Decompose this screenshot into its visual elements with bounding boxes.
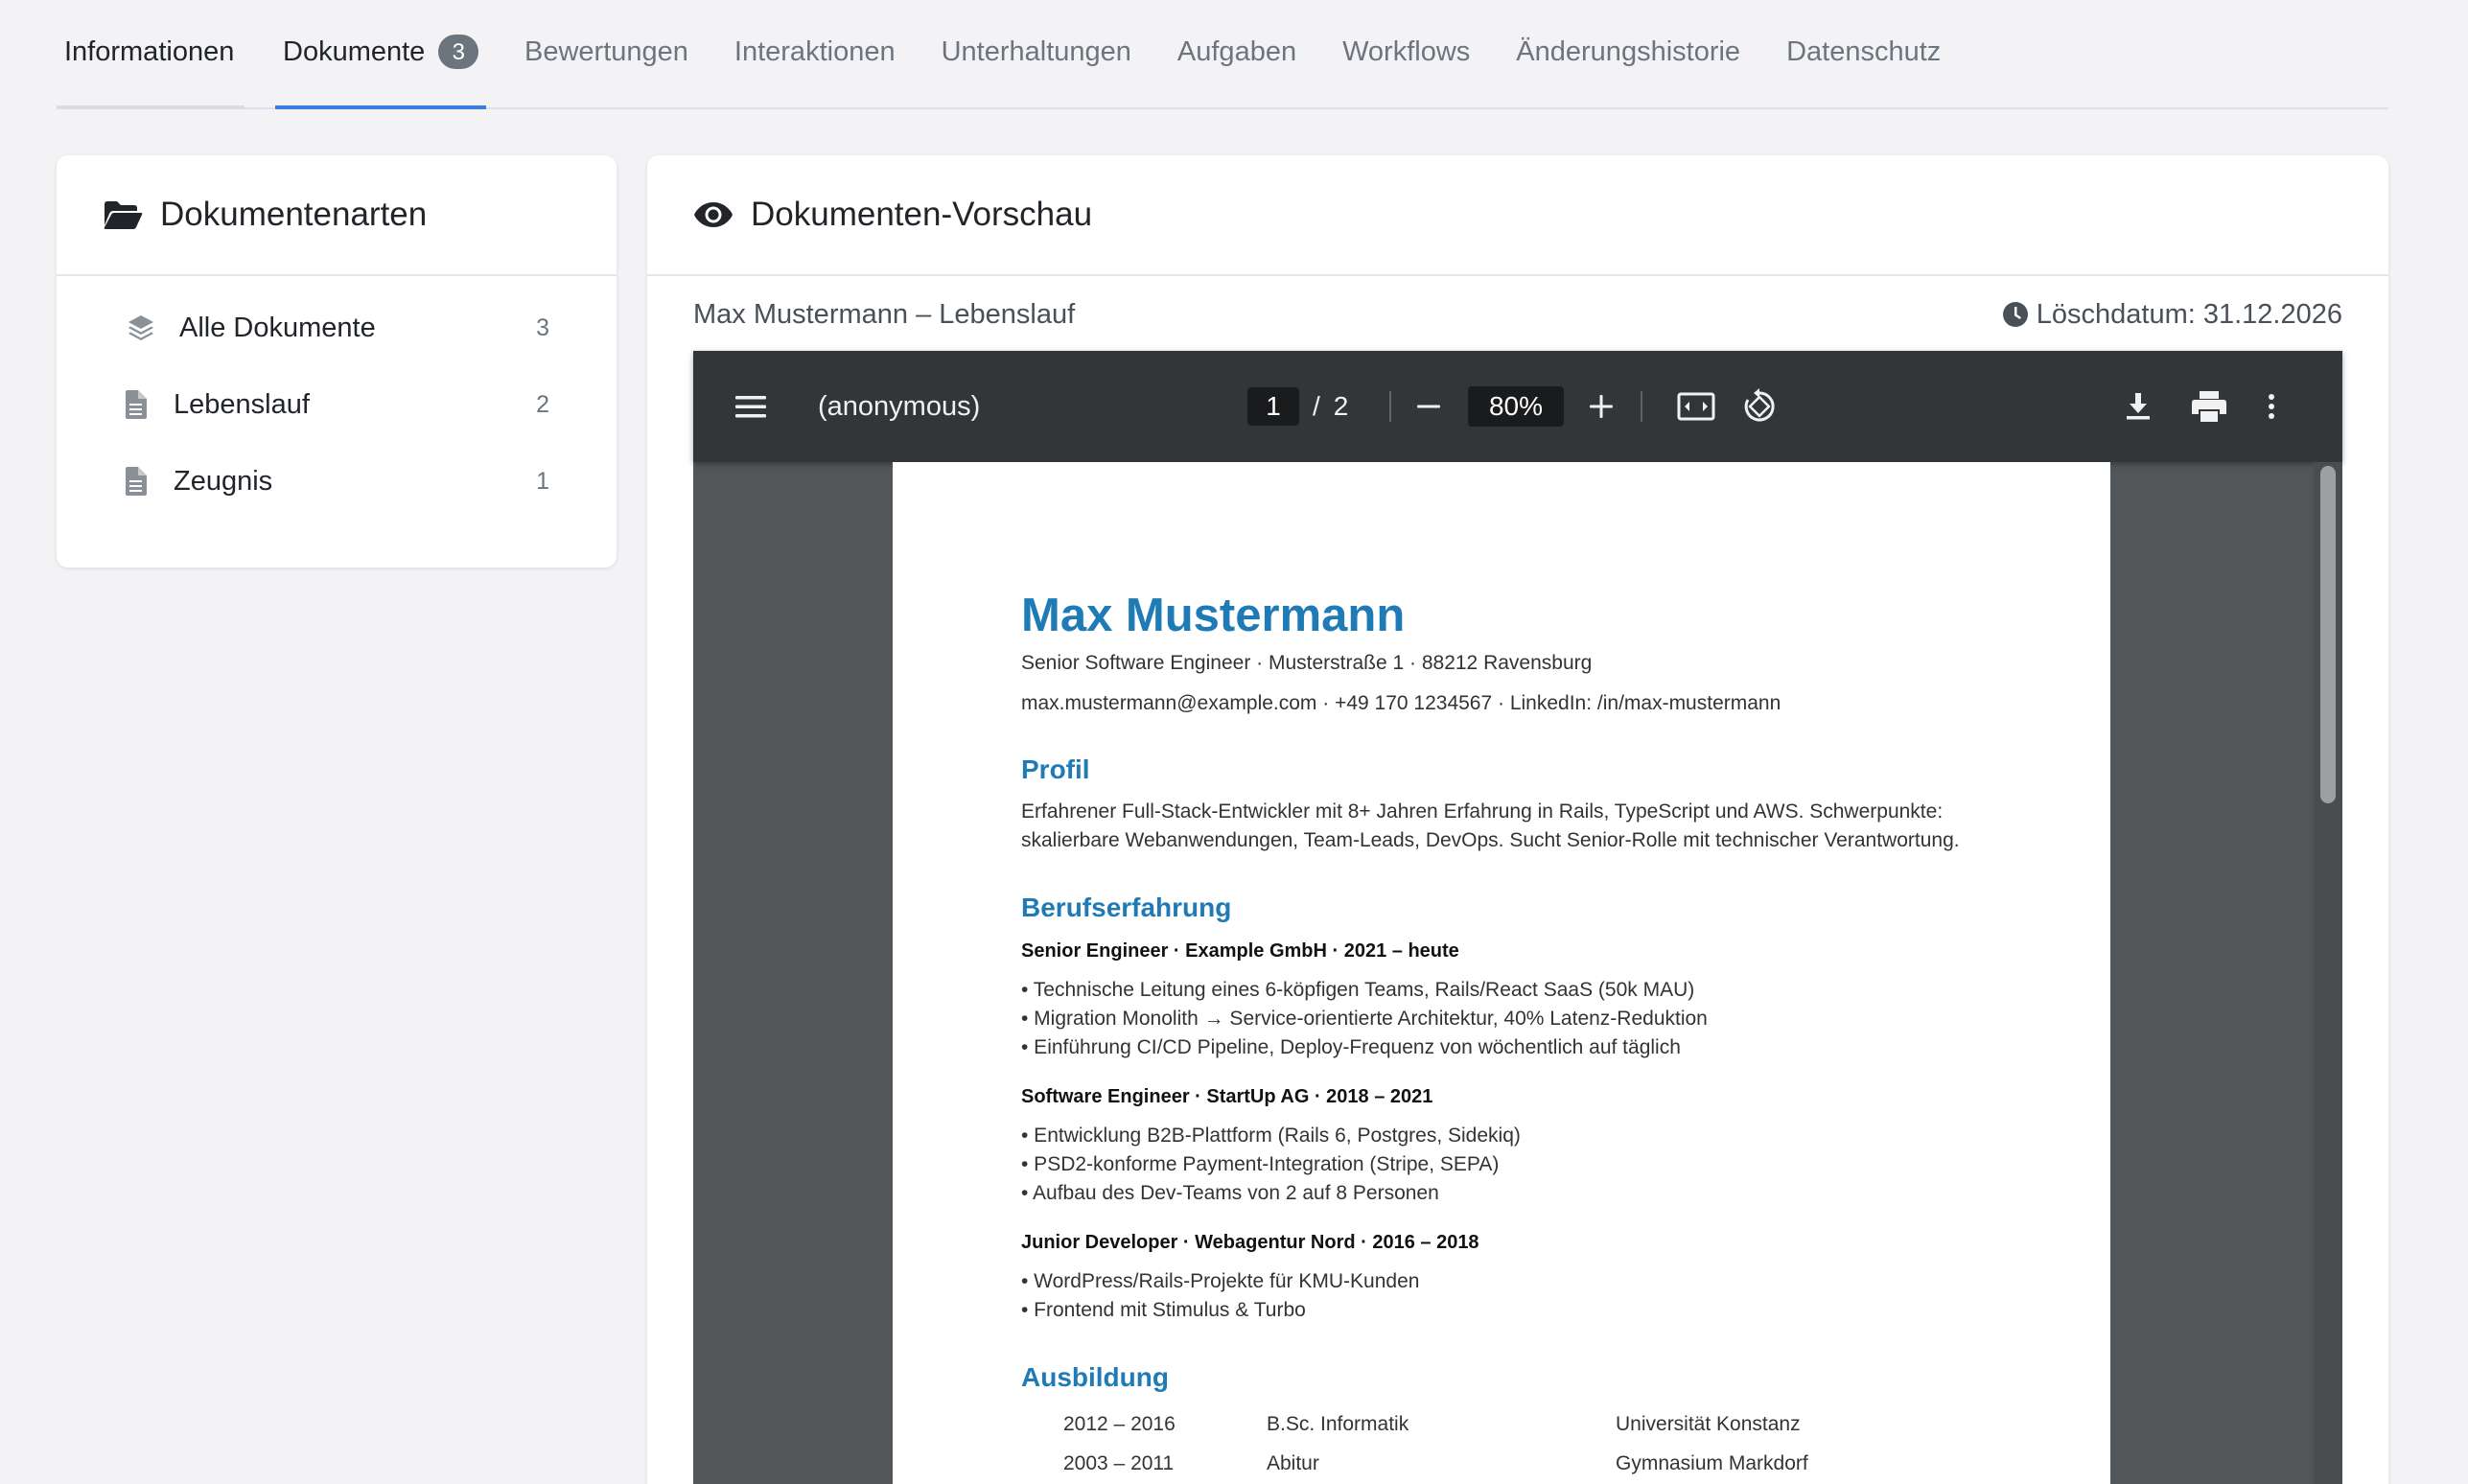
more-options-icon[interactable] bbox=[2266, 351, 2277, 462]
cv-job-title: Junior Developer · Webagentur Nord · 2016 – 2018 bbox=[1021, 1232, 1479, 1253]
cv-contact-line: max.mustermann@example.com · +49 170 1234567 · LinkedIn: /in/max-mustermann bbox=[1021, 692, 1781, 714]
cv-contact-line: Senior Software Engineer · Musterstraße 1 · 88212 Ravensburg bbox=[1021, 652, 1593, 674]
card-title: Dokumentenarten bbox=[160, 196, 428, 233]
tab-bar bbox=[57, 0, 2388, 109]
tab-dokumente[interactable] bbox=[275, 0, 486, 107]
tab-label: Dokumente bbox=[283, 35, 426, 67]
clock-icon bbox=[2002, 301, 2029, 328]
zoom-in-button[interactable] bbox=[1587, 351, 1616, 462]
tab-interaktionen[interactable] bbox=[727, 0, 903, 107]
tab-label: Aufgaben bbox=[1176, 35, 1297, 67]
tab-workflows[interactable] bbox=[1335, 0, 1478, 107]
print-icon[interactable] bbox=[2191, 351, 2227, 462]
document-preview-card bbox=[647, 155, 2388, 1484]
cv-education-row bbox=[1021, 1450, 2110, 1477]
toolbar-divider bbox=[1641, 391, 1642, 422]
cv-section-heading: Ausbildung bbox=[1021, 1362, 1169, 1392]
tab-label: Unterhaltungen bbox=[941, 35, 1131, 67]
pdf-toolbar bbox=[693, 351, 2342, 462]
doc-type-zeugnis[interactable] bbox=[57, 443, 617, 520]
document-types-card bbox=[57, 155, 617, 568]
pdf-title: (anonymous) bbox=[818, 390, 981, 422]
cv-name: Max Mustermann bbox=[1021, 590, 1406, 641]
doc-type-label: Alle Dokumente bbox=[179, 312, 376, 343]
page-number-input[interactable]: 1 bbox=[1247, 387, 1299, 426]
rotate-icon[interactable] bbox=[1740, 351, 1779, 462]
education-degree: Abitur bbox=[1267, 1452, 1319, 1474]
doc-type-count: 2 bbox=[536, 390, 549, 418]
cv-education-row bbox=[1021, 1411, 2110, 1438]
education-years: 2003 – 2011 bbox=[1063, 1452, 1175, 1474]
doc-type-label: Zeugnis bbox=[174, 465, 273, 497]
zoom-level[interactable] bbox=[1468, 351, 1564, 462]
menu-icon[interactable] bbox=[733, 351, 768, 462]
eye-icon bbox=[693, 201, 733, 228]
tab-label: Änderungshistorie bbox=[1516, 35, 1741, 67]
cv-job-bullets bbox=[1021, 976, 2110, 1062]
cv-bullet: • Frontend mit Stimulus & Turbo bbox=[1021, 1299, 1306, 1321]
cv-bullet: • Migration Monolith → Service-orientierte Architektur, 40% Latenz-Reduktion bbox=[1021, 1008, 1708, 1030]
cv-job-title: Senior Engineer · Example GmbH · 2021 – heute bbox=[1021, 940, 1459, 962]
document-name: Max Mustermann – Lebenslauf bbox=[693, 298, 1076, 330]
cv-profile-text: Erfahrener Full-Stack-Entwickler mit 8+ Jahren Erfahrung in Rails, TypeScript und AWS. Schwerpunkte: skalierbare Webanwendungen, Team-Leads, DevOps. Sucht Senior-Rolle mit technischer Verantwortung. bbox=[1021, 800, 1960, 851]
pdf-viewer[interactable] bbox=[693, 351, 2342, 1484]
education-school: Gymnasium Markdorf bbox=[1616, 1452, 1808, 1474]
education-degree: B.Sc. Informatik bbox=[1267, 1413, 1409, 1435]
tab-bewertungen[interactable] bbox=[517, 0, 696, 107]
cv-section-heading: Berufserfahrung bbox=[1021, 893, 1232, 922]
document-preview-header bbox=[647, 155, 2388, 276]
cv-bullet: • Entwicklung B2B-Plattform (Rails 6, Postgres, Sidekiq) bbox=[1021, 1125, 1521, 1147]
doc-type-count: 1 bbox=[536, 467, 549, 495]
tab-label: Bewertungen bbox=[524, 35, 688, 67]
cv-bullet: • Einführung CI/CD Pipeline, Deploy-Frequenz von wöchentlich auf täglich bbox=[1021, 1036, 1681, 1058]
cv-bullet: • Aufbau des Dev-Teams von 2 auf 8 Personen bbox=[1021, 1182, 1439, 1204]
cv-job-bullets bbox=[1021, 1122, 2110, 1208]
file-icon bbox=[118, 390, 152, 419]
toolbar-divider bbox=[1389, 391, 1391, 422]
document-types-list bbox=[57, 276, 617, 520]
preview-meta-row bbox=[647, 276, 2388, 353]
zoom-input[interactable]: 80% bbox=[1468, 386, 1564, 427]
tab-informationen[interactable] bbox=[57, 0, 244, 107]
tab-label: Datenschutz bbox=[1786, 35, 1942, 67]
doc-type-alle-dokumente[interactable] bbox=[57, 290, 617, 366]
document-types-header bbox=[57, 155, 617, 276]
doc-type-count: 3 bbox=[536, 313, 549, 341]
folder-open-icon bbox=[103, 198, 143, 231]
doc-type-label: Lebenslauf bbox=[174, 388, 310, 420]
delete-date bbox=[2002, 299, 2342, 331]
file-icon bbox=[118, 467, 152, 496]
zoom-out-button[interactable] bbox=[1414, 351, 1443, 462]
tab-datenschutz[interactable] bbox=[1779, 0, 1948, 107]
delete-date-text: Löschdatum: 31.12.2026 bbox=[2036, 298, 2342, 330]
card-title: Dokumenten-Vorschau bbox=[751, 196, 1093, 233]
education-school: Universität Konstanz bbox=[1616, 1413, 1801, 1435]
tab-aenderungshistorie[interactable] bbox=[1508, 0, 1748, 107]
cv-job-bullets bbox=[1021, 1267, 2110, 1325]
pdf-scrollbar-thumb[interactable] bbox=[2320, 466, 2336, 803]
tab-label: Informationen bbox=[64, 35, 235, 67]
total-pages: 2 bbox=[1333, 391, 1349, 421]
download-icon[interactable] bbox=[2124, 351, 2153, 462]
cv-section-heading: Profil bbox=[1021, 754, 1090, 784]
tab-label: Workflows bbox=[1342, 35, 1471, 67]
doc-type-lebenslauf[interactable] bbox=[57, 366, 617, 443]
page-separator: / bbox=[1313, 391, 1320, 421]
pdf-page bbox=[893, 462, 2110, 1484]
education-years: 2012 – 2016 bbox=[1063, 1413, 1176, 1435]
cv-bullet: • Technische Leitung eines 6-köpfigen Teams, Rails/React SaaS (50k MAU) bbox=[1021, 979, 1695, 1001]
cv-bullet: • PSD2-konforme Payment-Integration (Stripe, SEPA) bbox=[1021, 1153, 1500, 1175]
tab-aufgaben[interactable] bbox=[1170, 0, 1304, 107]
layers-icon bbox=[124, 313, 158, 342]
cv-job-title: Software Engineer · StartUp AG · 2018 – 2021 bbox=[1021, 1086, 1433, 1107]
page-indicator bbox=[1247, 351, 1348, 462]
tab-unterhaltungen[interactable] bbox=[934, 0, 1139, 107]
fit-page-icon[interactable] bbox=[1677, 351, 1715, 462]
tab-label: Interaktionen bbox=[733, 35, 896, 67]
cv-bullet: • WordPress/Rails-Projekte für KMU-Kunden bbox=[1021, 1270, 1420, 1292]
count-badge: 3 bbox=[438, 35, 478, 69]
